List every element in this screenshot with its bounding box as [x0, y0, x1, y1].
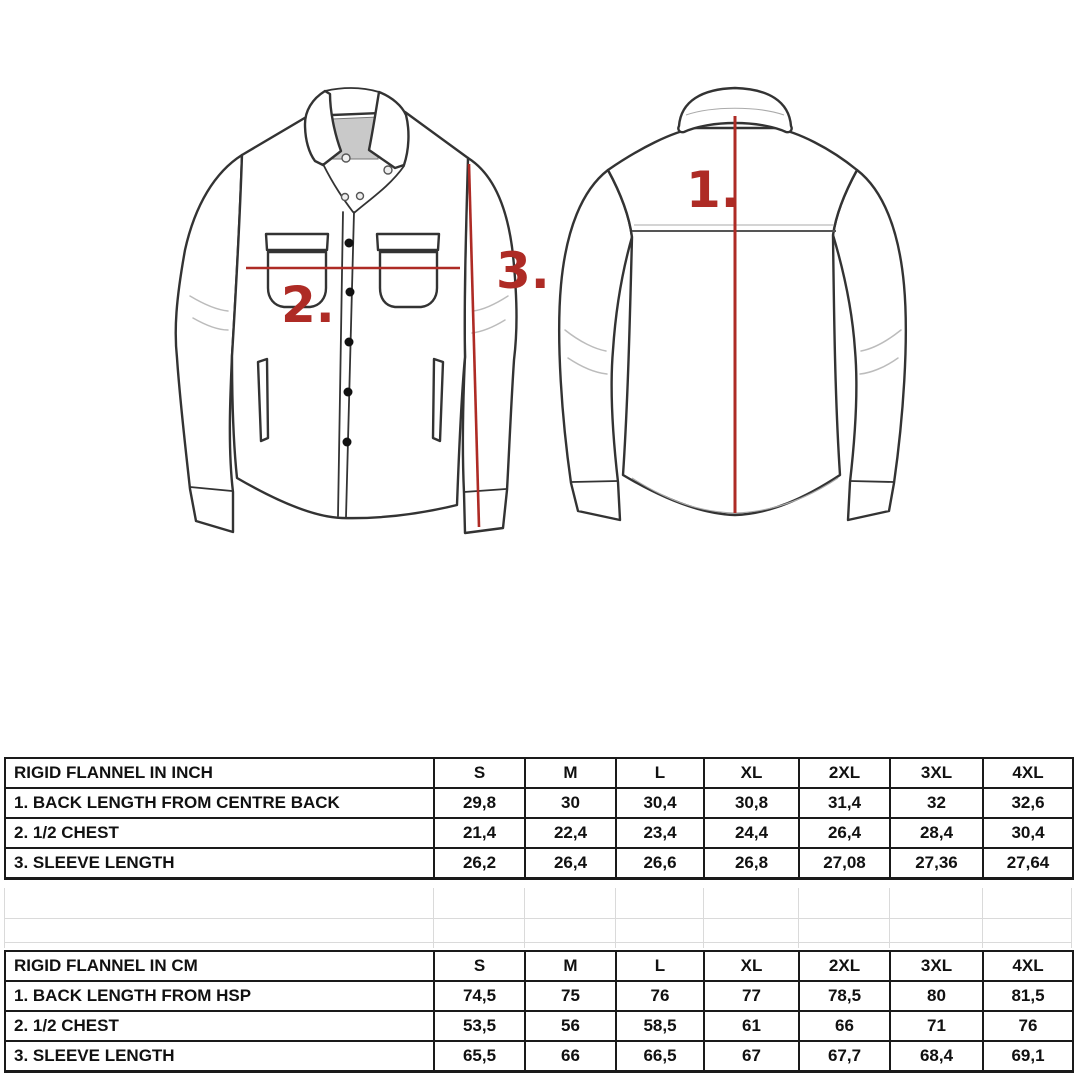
size-col-header: 3XL [890, 951, 983, 981]
size-col-header: 2XL [799, 951, 890, 981]
measurement-value: 27,08 [799, 848, 890, 879]
measurement-value: 27,64 [983, 848, 1073, 879]
measurement-value: 29,8 [434, 788, 525, 818]
chest-measure-label: 2. [281, 276, 335, 334]
measurement-value: 32 [890, 788, 983, 818]
measurement-label: 3. SLEEVE LENGTH [5, 1041, 434, 1072]
size-col-header: S [434, 758, 525, 788]
measurement-value: 30,4 [983, 818, 1073, 848]
measurement-value: 61 [704, 1011, 799, 1041]
size-col-header: M [525, 951, 616, 981]
size-col-header: 4XL [983, 758, 1073, 788]
right-chest-pocket-flap [377, 234, 439, 250]
left-welt-pocket [258, 359, 268, 441]
measurement-label: 3. SLEEVE LENGTH [5, 848, 434, 879]
table-header-row [5, 758, 1073, 788]
measurement-value: 81,5 [983, 981, 1073, 1011]
size-col-header: S [434, 951, 525, 981]
measurement-value: 69,1 [983, 1041, 1073, 1072]
measurement-value: 56 [525, 1011, 616, 1041]
measurement-value: 24,4 [704, 818, 799, 848]
measurement-label: 1. BACK LENGTH FROM HSP [5, 981, 434, 1011]
measurement-value: 78,5 [799, 981, 890, 1011]
back-left-cuff-line [572, 481, 618, 482]
back-right-sleeve [833, 170, 906, 520]
measurement-value: 53,5 [434, 1011, 525, 1041]
measurement-value: 28,4 [890, 818, 983, 848]
table-title: RIGID FLANNEL IN CM [5, 951, 434, 981]
measurement-value: 67 [704, 1041, 799, 1072]
collar-top-edge [325, 88, 379, 92]
measurement-value: 80 [890, 981, 983, 1011]
right-welt-pocket [433, 359, 443, 441]
measurement-value: 65,5 [434, 1041, 525, 1072]
measurement-value: 26,8 [704, 848, 799, 879]
measurement-value: 77 [704, 981, 799, 1011]
measurement-value: 27,36 [890, 848, 983, 879]
placket-button [344, 388, 353, 397]
table-row [5, 848, 1073, 879]
measurement-value: 26,2 [434, 848, 525, 879]
measurement-label: 1. BACK LENGTH FROM CENTRE BACK [5, 788, 434, 818]
measurement-value: 58,5 [616, 1011, 704, 1041]
back-length-measure-label: 1. [686, 161, 740, 219]
measurement-value: 31,4 [799, 788, 890, 818]
measurement-value: 67,7 [799, 1041, 890, 1072]
measurement-value: 74,5 [434, 981, 525, 1011]
table-row [5, 818, 1073, 848]
table-title: RIGID FLANNEL IN INCH [5, 758, 434, 788]
measurement-label: 2. 1/2 CHEST [5, 818, 434, 848]
placket-button [343, 438, 352, 447]
sleeve-measure-label: 3. [496, 242, 550, 300]
measurement-value: 23,4 [616, 818, 704, 848]
size-col-header: XL [704, 758, 799, 788]
placket-button [345, 338, 354, 347]
collar-button [342, 194, 349, 201]
placket-button [345, 239, 354, 248]
size-col-header: 2XL [799, 758, 890, 788]
measurement-value: 32,6 [983, 788, 1073, 818]
measurement-value: 71 [890, 1011, 983, 1041]
shirt-front-view [176, 88, 517, 533]
size-col-header: L [616, 758, 704, 788]
sheet-gridlines [4, 888, 1072, 948]
table-header-row [5, 951, 1073, 981]
table-row [5, 1041, 1073, 1072]
collar-button [357, 193, 364, 200]
table-row [5, 1011, 1073, 1041]
right-chest-pocket [380, 252, 437, 307]
size-table-inch [4, 757, 1074, 880]
measurement-value: 75 [525, 981, 616, 1011]
table-row [5, 788, 1073, 818]
measurement-value: 76 [983, 1011, 1073, 1041]
measurement-value: 26,4 [525, 848, 616, 879]
measurement-value: 66 [799, 1011, 890, 1041]
back-left-sleeve [559, 170, 632, 520]
left-chest-pocket-flap [266, 234, 328, 250]
size-col-header: L [616, 951, 704, 981]
measurement-value: 66,5 [616, 1041, 704, 1072]
shirt-back-view [559, 88, 906, 520]
collar-button [342, 154, 350, 162]
collar-button [384, 166, 392, 174]
measurement-value: 66 [525, 1041, 616, 1072]
measurement-value: 21,4 [434, 818, 525, 848]
measurement-value: 26,4 [799, 818, 890, 848]
size-col-header: 3XL [890, 758, 983, 788]
measurement-value: 30,4 [616, 788, 704, 818]
measurement-label: 2. 1/2 CHEST [5, 1011, 434, 1041]
size-col-header: XL [704, 951, 799, 981]
measurement-value: 22,4 [525, 818, 616, 848]
size-col-header: M [525, 758, 616, 788]
placket-button [346, 288, 355, 297]
measurement-value: 30,8 [704, 788, 799, 818]
back-right-cuff-line [850, 481, 893, 482]
measurement-value: 68,4 [890, 1041, 983, 1072]
measurement-value: 30 [525, 788, 616, 818]
front-body [232, 112, 468, 518]
measurement-value: 26,6 [616, 848, 704, 879]
measurement-value: 76 [616, 981, 704, 1011]
table-row [5, 981, 1073, 1011]
size-col-header: 4XL [983, 951, 1073, 981]
size-table-cm [4, 950, 1074, 1073]
